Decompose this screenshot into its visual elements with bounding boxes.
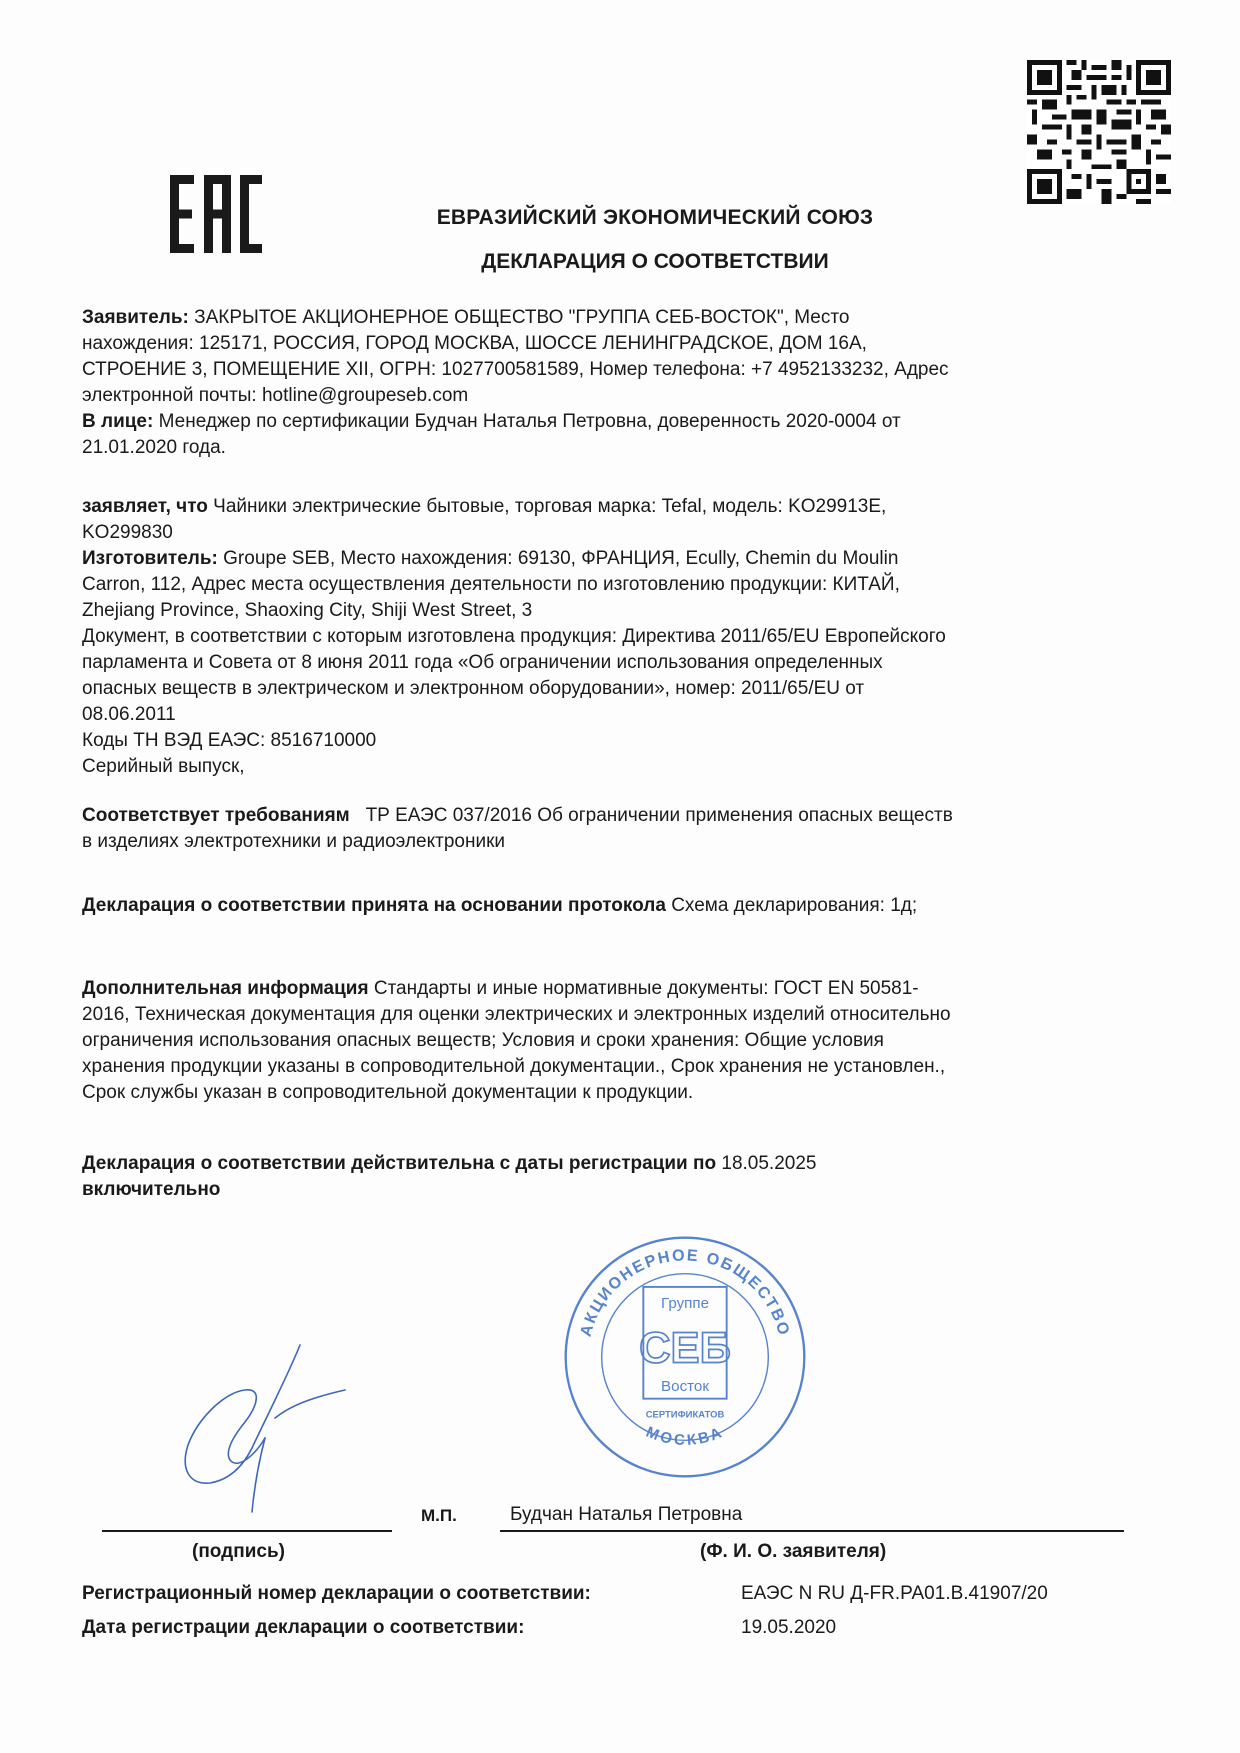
- stamp-center-bottom: Восток: [661, 1378, 709, 1396]
- svg-text:МОСКВА: [643, 1424, 726, 1449]
- stamp-center-top: Группе: [661, 1294, 709, 1312]
- declares-line: KO299830: [82, 522, 173, 543]
- basis-text: Схема декларирования: 1д;: [665, 895, 918, 916]
- applicant-line: нахождения: 125171, РОССИЯ, ГОРОД МОСКВА, ШОССЕ ЛЕНИНГРАДСКОЕ, ДОМ 16А,: [82, 333, 867, 354]
- manufacturer-line: опасных веществ в электрическом и электронном оборудовании», номер: 2011/65/EU от: [82, 678, 865, 699]
- manufacturer-line: 08.06.2011: [82, 704, 176, 725]
- representative-line: Менеджер по сертификации Будчан Наталья Петровна, доверенность 2020-0004 от: [153, 411, 901, 432]
- manufacturer-line: Zhejiang Province, Shaoxing City, Shiji West Street, 3: [82, 600, 533, 621]
- stamp-center-logo: СЕБ: [639, 1324, 731, 1373]
- additional-label: Дополнительная информация: [82, 978, 369, 999]
- signature-caption: (подпись): [192, 1541, 285, 1562]
- requirements-section: [82, 803, 1142, 855]
- requirements-line: в изделиях электротехники и радиоэлектроники: [82, 831, 506, 852]
- signature-line: [102, 1530, 392, 1532]
- union-title: ЕВРАЗИЙСКИЙ ЭКОНОМИЧЕСКИЙ СОЮЗ: [436, 206, 874, 229]
- document-title: ДЕКЛАРАЦИЯ О СООТВЕТСТВИИ: [481, 250, 829, 273]
- applicant-line: СТРОЕНИЕ 3, ПОМЕЩЕНИЕ XII, ОГРН: 1027700581589, Номер телефона: +7 4952133232, Адрес: [82, 359, 949, 380]
- stamp-ring-bottom: МОСКВА: [643, 1423, 727, 1450]
- manufacturer-line: парламента и Совета от 8 июня 2011 года «Об ограничении использования определенных: [82, 652, 883, 673]
- additional-line: ограничения использования опасных веществ; Условия и сроки хранения: Общие условия: [82, 1030, 884, 1051]
- basis-label: Декларация о соответствии принята на основании протокола: [82, 895, 666, 916]
- validity-section: [82, 1151, 1142, 1203]
- manufacturer-line: Документ, в соответствии с которым изготовлена продукция: Директива 2011/65/EU Европейского: [82, 626, 946, 647]
- applicant-label: Заявитель:: [82, 307, 189, 328]
- requirements-label: Соответствует требованиям: [82, 805, 350, 826]
- validity-label-inclusive: включительно: [82, 1179, 221, 1200]
- stamp-lower-text: СЕРТИФИКАТОВ: [645, 1409, 725, 1421]
- additional-line: Стандарты и иные нормативные документы: ГОСТ EN 50581-: [368, 978, 919, 999]
- registration-date-label: Дата регистрации декларации о соответствии:: [82, 1617, 525, 1638]
- declares-label: заявляет, что: [82, 496, 208, 517]
- additional-line: Срок службы указан в сопроводительной документации к продукции.: [82, 1082, 694, 1103]
- stamp-placeholder-label: М.П.: [421, 1506, 457, 1525]
- validity-label: Декларация о соответствии действительна с даты регистрации по: [82, 1153, 717, 1174]
- qr-code-icon: [1027, 60, 1171, 204]
- representative-label: В лице:: [82, 411, 154, 432]
- representative-line: 21.01.2020 года.: [82, 437, 226, 458]
- requirements-line: ТР ЕАЭС 037/2016 Об ограничении применения опасных веществ: [349, 805, 953, 826]
- manufacturer-label: Изготовитель:: [82, 548, 218, 569]
- manufacturer-line: Серийный выпуск,: [82, 756, 245, 777]
- manufacturer-line: Коды ТН ВЭД ЕАЭС: 8516710000: [82, 730, 377, 751]
- signer-name: Будчан Наталья Петровна: [510, 1504, 743, 1525]
- applicant-section: [82, 305, 1142, 461]
- product-section: [82, 494, 1142, 780]
- validity-date: 18.05.2025: [716, 1153, 817, 1174]
- name-line: [500, 1530, 1124, 1532]
- additional-line: хранения продукции указаны в сопроводительной документации., Срок хранения не установлен.,: [82, 1056, 946, 1077]
- company-stamp: [560, 1232, 810, 1482]
- name-caption: (Ф. И. О. заявителя): [700, 1541, 887, 1562]
- declares-line: Чайники электрические бытовые, торговая марка: Tefal, модель: KO29913E,: [207, 496, 887, 517]
- stamp-ring-top: АКЦИОНЕРНОЕ ОБЩЕСТВО: [576, 1246, 794, 1339]
- signature-scribble: [170, 1340, 370, 1520]
- registration-date-value: 19.05.2020: [741, 1617, 837, 1638]
- basis-section: [82, 893, 1142, 919]
- registration-number-value: ЕАЭС N RU Д-FR.РА01.В.41907/20: [741, 1583, 1048, 1604]
- manufacturer-line: Carron, 112, Адрес места осуществления деятельности по изготовлению продукции: КИТАЙ,: [82, 574, 900, 595]
- applicant-line: электронной почты: hotline@groupeseb.com: [82, 385, 469, 406]
- additional-line: 2016, Техническая документация для оценки электрических и электронных изделий относительно: [82, 1004, 951, 1025]
- manufacturer-line: Groupe SEB, Место нахождения: 69130, ФРАНЦИЯ, Ecully, Chemin du Moulin: [217, 548, 899, 569]
- additional-info-section: [82, 976, 1142, 1106]
- registration-number-label: Регистрационный номер декларации о соответствии:: [82, 1583, 591, 1604]
- applicant-line: ЗАКРЫТОЕ АКЦИОНЕРНОЕ ОБЩЕСТВО "ГРУППА СЕБ-ВОСТОК", Место: [188, 307, 850, 328]
